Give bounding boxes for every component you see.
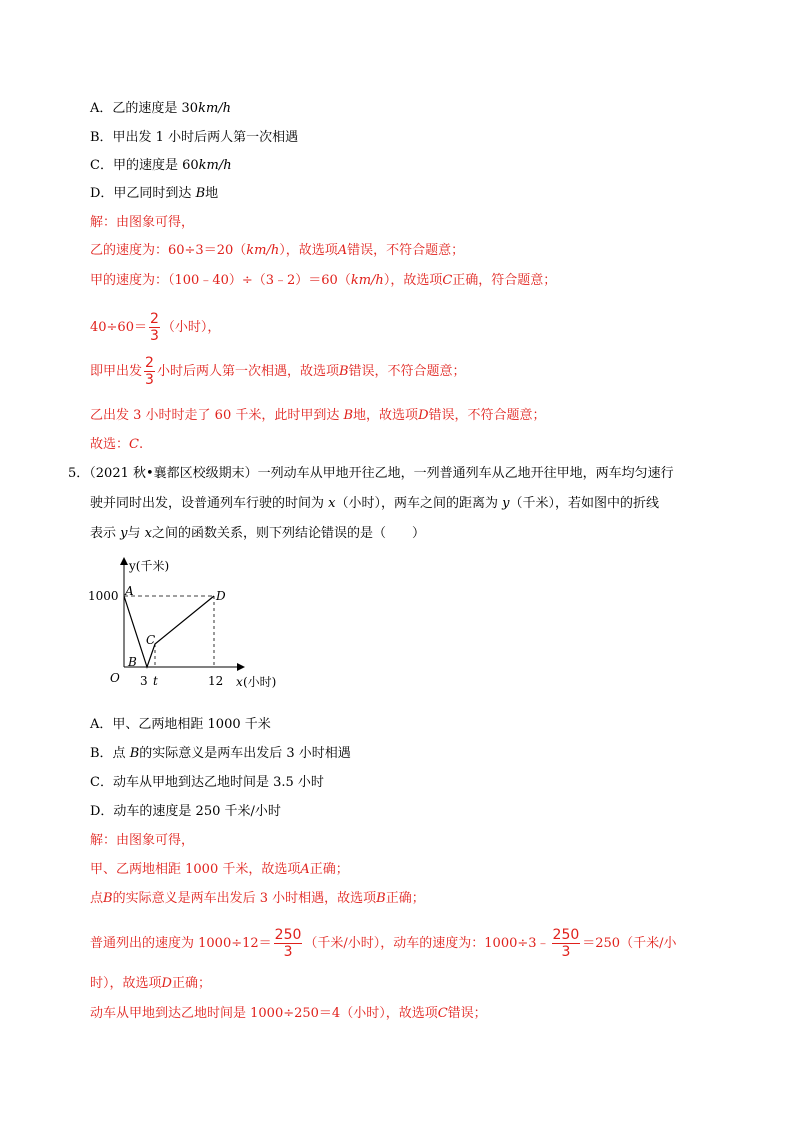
y-axis-label: y(千米) — [129, 559, 170, 573]
q5-option-d: D．动车的速度是 250 千米/小时 — [90, 804, 281, 819]
q4-solution-line-4 — [90, 352, 466, 392]
q4-solution-line-1 — [90, 242, 464, 260]
graph-polyline — [124, 596, 214, 667]
q4-option-b: B．甲出发 1 小时后两人第一次相遇 — [90, 130, 299, 145]
q5-solution-head: 解：由图象可得， — [90, 833, 195, 848]
q5-sol-l2-c: 正确； — [385, 891, 425, 906]
fraction-denominator: 3 — [149, 328, 159, 344]
q5-function-graph — [88, 556, 312, 696]
q5-sol-l5-var: C — [437, 1006, 448, 1021]
q5-sol-l3-c: ＝250（千米/小 — [582, 936, 677, 951]
q5-stem3-c: 之间的函数关系，则下列结论错误的是（ ） — [151, 526, 425, 541]
q4-option-a-text: A．乙的速度是 30 — [90, 101, 199, 116]
q4-option-d — [90, 185, 218, 203]
q5-stem-line-2 — [90, 495, 659, 513]
q4-sol-l2-var: C — [442, 273, 453, 288]
q4-sol-l6-a: 故选： — [90, 437, 130, 452]
q5-sol-l1-var: A — [300, 862, 310, 877]
fraction-numerator: 250 — [552, 927, 580, 943]
origin-label: O — [110, 671, 120, 685]
fraction — [552, 927, 581, 960]
q5-option-c: C．动车从甲地到达乙地时间是 3.5 小时 — [90, 775, 324, 790]
q5-stem2-b: （小时），两车之间的距离为 — [335, 496, 503, 511]
q4-option-c-text: C．甲的速度是 60 — [90, 158, 199, 173]
q4-sol-l4-b: 小时后两人第一次相遇，故选项 — [156, 364, 339, 379]
q4-sol-l1-b: ），故选项 — [279, 243, 338, 258]
q4-sol-l6-b: . — [138, 437, 144, 452]
q4-option-c — [90, 157, 232, 175]
q5-stem2-c: （千米），若如图中的折线 — [509, 496, 659, 511]
fraction-denominator: 3 — [145, 372, 154, 388]
q5-solution-line-4 — [90, 975, 211, 993]
q5-stem2-a: 驶并同时出发，设普通列车行驶的时间为 — [90, 496, 329, 511]
q4-option-c-unit: km/h — [198, 158, 232, 173]
q5-solution-line-1 — [90, 861, 349, 879]
q4-solution-answer — [90, 436, 143, 454]
fraction-numerator: 250 — [274, 927, 302, 943]
q5-sol-l1-b: 正确； — [309, 862, 349, 877]
q4-solution-line-3 — [90, 308, 220, 348]
q4-sol-l4-a: 即甲出发 — [90, 364, 143, 379]
fraction — [149, 311, 160, 344]
q5-sol-l3-b: （千米/小时），动车的速度为：1000÷3﹣ — [304, 936, 550, 951]
y-tick-1000: 1000 — [88, 589, 119, 603]
q5-sol-l4-a: 时），故选项 — [90, 976, 162, 991]
point-a-label: A — [125, 584, 134, 598]
x-tick-t: t — [153, 674, 158, 688]
q4-option-a-unit: km/h — [198, 101, 232, 116]
q5-stem3-a: 表示 — [90, 526, 121, 541]
q4-solution-head: 解：由图象可得， — [90, 215, 195, 230]
q5-stem3-b: 与 — [127, 526, 145, 541]
x-axis-unit: (小时) — [243, 675, 277, 689]
q5-option-b-var: B — [129, 746, 140, 761]
q4-sol-l5-var1: B — [343, 408, 354, 423]
q5-sol-l2-var2: B — [376, 891, 386, 906]
q5-stem3-x: x — [144, 526, 152, 541]
fraction — [274, 927, 303, 960]
q5-sol-l4-b: 正确； — [171, 976, 211, 991]
q5-stem2-x: x — [328, 496, 336, 511]
point-c-label: C — [146, 633, 156, 647]
q4-sol-l5-c: 错误，不符合题意； — [428, 408, 546, 423]
q5-sol-l2-a: 点 — [90, 891, 104, 906]
q5-option-b-b: 的实际意义是两车出发后 3 小时相遇 — [139, 746, 351, 761]
q4-sol-l2-a: 甲的速度为：（100﹣40）÷（3﹣2）＝60（ — [90, 273, 351, 288]
fraction — [144, 355, 155, 388]
q5-stem-line-1: 5．（2021 秋•襄都区校级期末）一列动车从甲地开往乙地，一列普通列车从乙地开往甲地，两车均匀速行 — [68, 466, 674, 481]
q5-solution-line-5 — [90, 1005, 487, 1023]
q4-solution-line-5 — [90, 407, 546, 425]
q5-sol-l2-b: 的实际意义是两车出发后 3 小时相遇，故选项 — [112, 891, 377, 906]
q4-sol-l2-b: ），故选项 — [383, 273, 443, 288]
fraction-numerator: 2 — [149, 311, 159, 327]
q4-sol-l3-b: （小时）， — [161, 320, 221, 335]
q4-option-a — [90, 100, 231, 118]
q4-sol-l2-unit: km/h — [350, 273, 384, 288]
q4-sol-l4-var: B — [338, 364, 349, 379]
point-d-label: D — [216, 589, 226, 603]
q5-solution-line-2 — [90, 890, 425, 908]
q4-sol-l1-var: A — [337, 243, 348, 258]
x-axis-var: x — [236, 675, 243, 689]
q5-sol-l4-var: D — [161, 976, 172, 991]
q4-sol-l1-unit: km/h — [246, 243, 280, 258]
q5-sol-l5-a: 动车从甲地到达乙地时间是 1000÷250＝4（小时），故选项 — [90, 1006, 438, 1021]
q4-sol-l6-var: C — [129, 437, 139, 452]
q4-sol-l1-c: 错误，不符合题意； — [347, 243, 465, 258]
point-b-label: B — [128, 655, 137, 669]
q4-solution-line-2 — [90, 272, 556, 290]
q5-option-b — [90, 745, 351, 763]
q5-sol-l2-var1: B — [103, 891, 113, 906]
q4-sol-l5-var2: D — [418, 408, 429, 423]
q5-sol-l3-a: 普通列出的速度为 1000÷12＝ — [90, 936, 272, 951]
q5-stem3-y: y — [120, 526, 128, 541]
x-tick-12: 12 — [208, 674, 224, 688]
fraction-denominator: 3 — [283, 944, 293, 960]
fraction-numerator: 2 — [145, 355, 154, 371]
q4-sol-l5-a: 乙出发 3 小时时走了 60 千米，此时甲到达 — [90, 408, 344, 423]
q5-sol-l5-b: 错误； — [447, 1006, 487, 1021]
q5-solution-line-3 — [90, 924, 676, 964]
q4-sol-l5-b: 地，故选项 — [353, 408, 419, 423]
q4-option-d-var: B — [195, 186, 206, 201]
q5-stem2-y: y — [502, 496, 510, 511]
q4-sol-l1-a: 乙的速度为：60÷3＝20（ — [90, 243, 247, 258]
x-tick-3: 3 — [140, 674, 148, 688]
q4-option-d-text: D．甲乙同时到达 — [90, 186, 196, 201]
q5-option-a: A．甲、乙两地相距 1000 千米 — [90, 717, 271, 732]
q4-option-d-post: 地 — [205, 186, 219, 201]
fraction-denominator: 3 — [561, 944, 571, 960]
q5-option-b-a: B．点 — [90, 746, 130, 761]
q4-sol-l2-c: 正确，符合题意； — [452, 273, 557, 288]
q5-stem-line-3 — [90, 525, 425, 543]
q5-sol-l1-a: 甲、乙两地相距 1000 千米，故选项 — [90, 862, 301, 877]
q4-sol-l3-a: 40÷60＝ — [90, 320, 147, 335]
q4-sol-l4-c: 错误，不符合题意； — [348, 364, 466, 379]
